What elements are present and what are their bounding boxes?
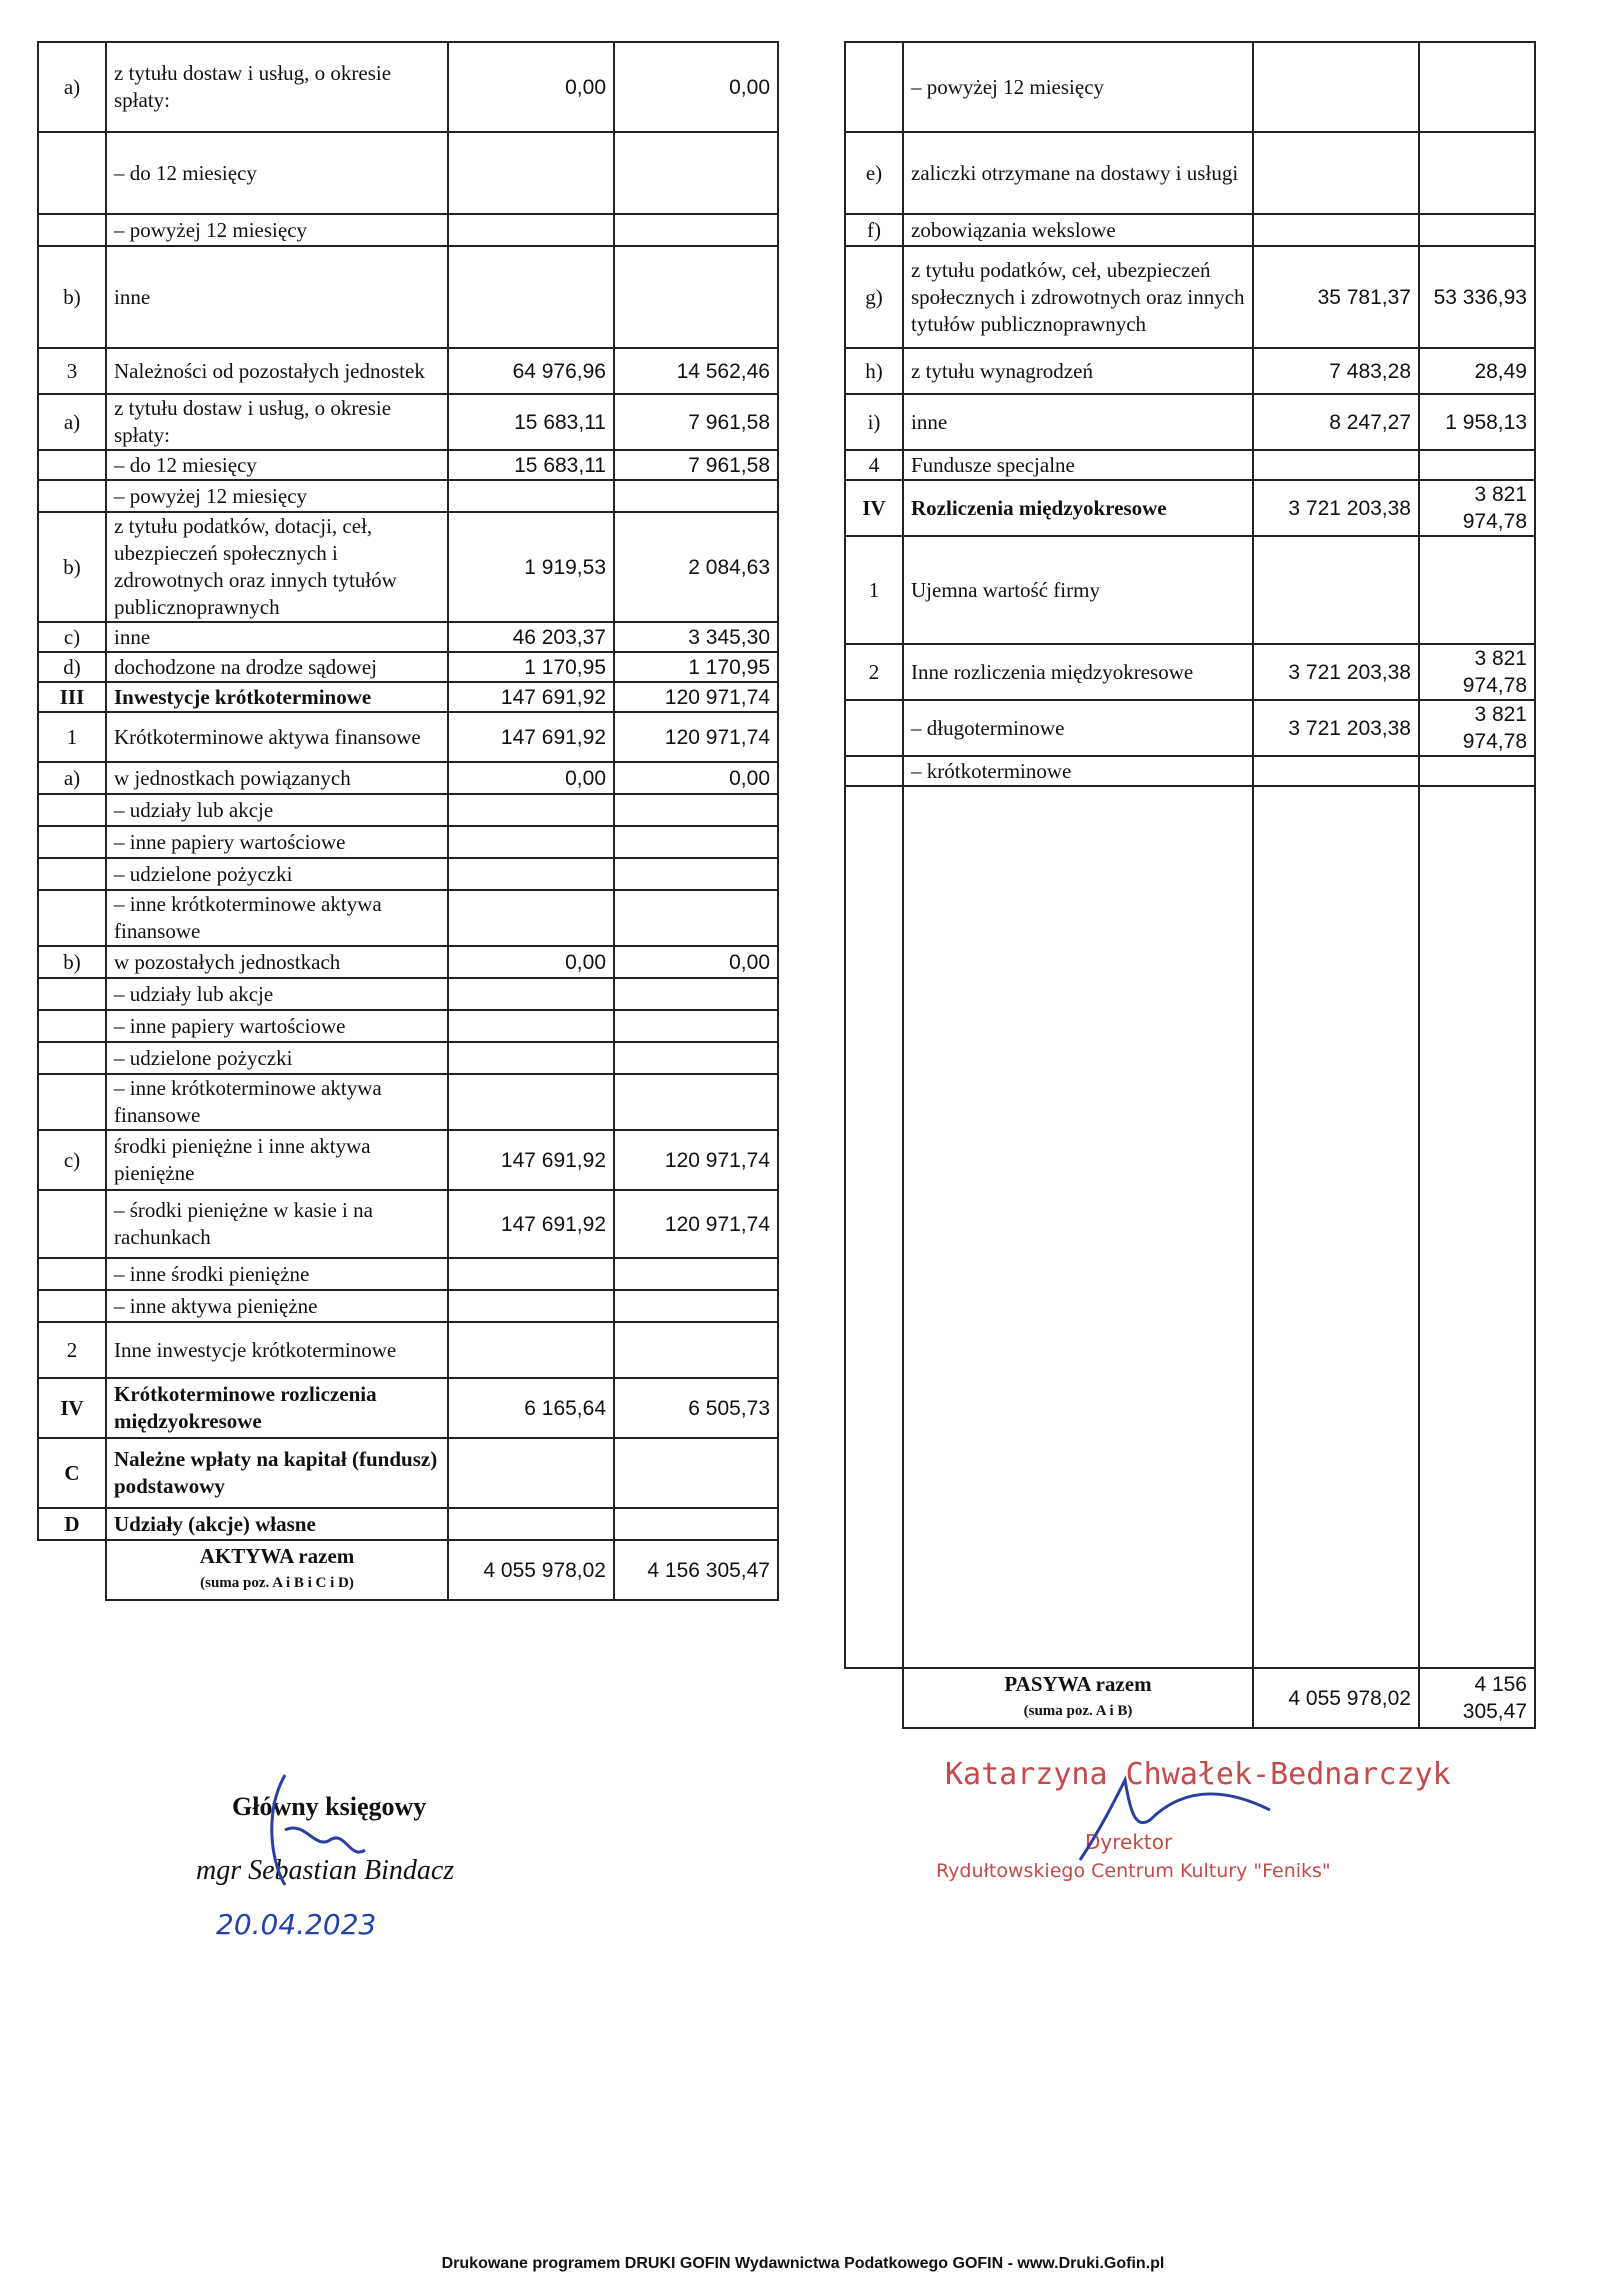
item-label: – inne krótkoterminowe aktywa finansowe <box>106 1074 448 1130</box>
value-previous-year: 3 345,30 <box>614 622 778 652</box>
position-cell: a) <box>38 394 106 450</box>
table-row <box>38 1130 778 1190</box>
director-stamp-organization: Rydułtowskiego Centrum Kultury "Feniks" <box>936 1860 1331 1882</box>
item-label: w pozostałych jednostkach <box>106 946 448 978</box>
value-current-year <box>448 858 614 890</box>
value-previous-year <box>614 1074 778 1130</box>
table-row <box>38 132 778 214</box>
position-cell: IV <box>38 1378 106 1438</box>
item-label: inne <box>903 394 1253 450</box>
value-previous-year: 7 961,58 <box>614 450 778 480</box>
table-row <box>38 1074 778 1130</box>
item-label: – krótkoterminowe <box>903 756 1253 786</box>
value-current-year: 35 781,37 <box>1253 246 1419 348</box>
value-current-year <box>448 214 614 246</box>
value-current-year <box>448 1074 614 1130</box>
chief-accountant-name: mgr Sebastian Bindacz <box>196 1855 455 1886</box>
table-row <box>845 756 1535 786</box>
value-previous-year <box>614 132 778 214</box>
table-row <box>845 450 1535 480</box>
value-previous-year <box>614 1322 778 1378</box>
table-row <box>845 214 1535 246</box>
item-label: Fundusze specjalne <box>903 450 1253 480</box>
table-row <box>845 348 1535 394</box>
total-previous-year: 4 156 305,47 <box>1419 1668 1535 1728</box>
value-previous-year: 0,00 <box>614 946 778 978</box>
value-current-year <box>1253 42 1419 132</box>
position-cell <box>845 700 903 756</box>
position-cell: IV <box>845 480 903 536</box>
total-subtitle: (suma poz. A i B) <box>1023 1703 1133 1719</box>
table-row <box>845 394 1535 450</box>
item-label: – środki pieniężne w kasie i na rachunkach <box>106 1190 448 1258</box>
position-cell: C <box>38 1438 106 1508</box>
signature-scribble-right <box>1040 1760 1280 1870</box>
value-previous-year: 53 336,93 <box>1419 246 1535 348</box>
position-cell <box>38 858 106 890</box>
table-row <box>845 42 1535 132</box>
value-current-year: 3 721 203,38 <box>1253 700 1419 756</box>
total-row <box>38 1540 778 1600</box>
value-previous-year <box>614 1290 778 1322</box>
value-current-year <box>448 246 614 348</box>
position-cell <box>38 132 106 214</box>
value-current-year: 6 165,64 <box>448 1378 614 1438</box>
table-row <box>38 480 778 512</box>
total-row <box>845 1668 1535 1728</box>
position-cell: b) <box>38 512 106 622</box>
item-label: Ujemna wartość firmy <box>903 536 1253 644</box>
item-label: – powyżej 12 miesięcy <box>106 480 448 512</box>
table-row <box>38 1010 778 1042</box>
value-current-year: 147 691,92 <box>448 1130 614 1190</box>
position-cell: 3 <box>38 348 106 394</box>
item-label: inne <box>106 622 448 652</box>
value-current-year <box>448 890 614 946</box>
liabilities-table <box>844 41 1536 1729</box>
value-current-year: 46 203,37 <box>448 622 614 652</box>
value-current-year <box>448 1042 614 1074</box>
table-row <box>38 890 778 946</box>
value-current-year <box>1253 756 1419 786</box>
value-previous-year <box>614 1438 778 1508</box>
value-current-year: 147 691,92 <box>448 712 614 762</box>
item-label: – długoterminowe <box>903 700 1253 756</box>
table-row <box>38 394 778 450</box>
position-cell: 2 <box>38 1322 106 1378</box>
table-row <box>38 978 778 1010</box>
value-previous-year: 1 170,95 <box>614 652 778 682</box>
value-previous-year: 6 505,73 <box>614 1378 778 1438</box>
value-current-year <box>1253 132 1419 214</box>
item-label: Należności od pozostałych jednostek <box>106 348 448 394</box>
signature-date: 20.04.2023 <box>216 1908 377 1941</box>
value-previous-year: 3 821 974,78 <box>1419 700 1535 756</box>
table-gap <box>845 786 1535 1668</box>
position-cell <box>38 1190 106 1258</box>
table-row <box>38 826 778 858</box>
value-previous-year <box>614 826 778 858</box>
value-previous-year: 120 971,74 <box>614 1130 778 1190</box>
position-cell <box>38 450 106 480</box>
total-current-year: 4 055 978,02 <box>448 1540 614 1600</box>
value-current-year <box>448 794 614 826</box>
position-cell: c) <box>38 1130 106 1190</box>
item-label: z tytułu wynagrodzeń <box>903 348 1253 394</box>
position-cell: D <box>38 1508 106 1540</box>
position-cell <box>38 890 106 946</box>
position-cell: i) <box>845 394 903 450</box>
value-previous-year <box>614 1508 778 1540</box>
value-previous-year: 0,00 <box>614 42 778 132</box>
item-label: – powyżej 12 miesięcy <box>903 42 1253 132</box>
total-title: PASYWA razem <box>1004 1672 1152 1696</box>
value-previous-year <box>614 1042 778 1074</box>
chief-accountant-title: Główny księgowy <box>232 1792 427 1821</box>
table-row <box>38 246 778 348</box>
value-current-year: 3 721 203,38 <box>1253 644 1419 700</box>
table-row <box>38 512 778 622</box>
item-label: Inne rozliczenia międzyokresowe <box>903 644 1253 700</box>
value-current-year <box>448 978 614 1010</box>
value-previous-year: 0,00 <box>614 762 778 794</box>
value-previous-year <box>614 1258 778 1290</box>
value-current-year <box>448 826 614 858</box>
item-label: z tytułu podatków, ceł, ubezpieczeń społecznych i zdrowotnych oraz innych tytułów publicznoprawnych <box>903 246 1253 348</box>
value-current-year: 1 170,95 <box>448 652 614 682</box>
table-row <box>38 1508 778 1540</box>
value-previous-year: 7 961,58 <box>614 394 778 450</box>
item-label: – inne krótkoterminowe aktywa finansowe <box>106 890 448 946</box>
item-label: z tytułu dostaw i usług, o okresie spłaty: <box>106 42 448 132</box>
value-previous-year: 120 971,74 <box>614 712 778 762</box>
position-cell <box>38 214 106 246</box>
print-footer: Drukowane programem DRUKI GOFIN Wydawnictwa Podatkowego GOFIN - www.Druki.Gofin.pl <box>441 2255 1165 2272</box>
table-row <box>38 946 778 978</box>
value-current-year <box>448 1438 614 1508</box>
value-previous-year: 120 971,74 <box>614 682 778 712</box>
table-row <box>38 794 778 826</box>
item-label: Należne wpłaty na kapitał (fundusz) podstawowy <box>106 1438 448 1508</box>
assets-table <box>37 41 779 1601</box>
value-current-year <box>1253 450 1419 480</box>
value-current-year: 15 683,11 <box>448 394 614 450</box>
item-label: Krótkoterminowe aktywa finansowe <box>106 712 448 762</box>
table-row <box>38 1190 778 1258</box>
value-previous-year: 3 821 974,78 <box>1419 644 1535 700</box>
table-row <box>845 644 1535 700</box>
gap-cell <box>1419 786 1535 1668</box>
position-cell <box>38 1042 106 1074</box>
item-label: – powyżej 12 miesięcy <box>106 214 448 246</box>
item-label: dochodzone na drodze sądowej <box>106 652 448 682</box>
table-row <box>845 480 1535 536</box>
table-row <box>38 348 778 394</box>
table-row <box>38 858 778 890</box>
value-previous-year <box>1419 536 1535 644</box>
position-cell <box>38 1074 106 1130</box>
gap-cell <box>903 786 1253 1668</box>
gap-cell <box>1253 786 1419 1668</box>
total-label <box>106 1540 448 1600</box>
value-current-year: 3 721 203,38 <box>1253 480 1419 536</box>
value-current-year <box>448 1508 614 1540</box>
value-previous-year <box>614 480 778 512</box>
position-cell: 2 <box>845 644 903 700</box>
table-row <box>38 1378 778 1438</box>
value-previous-year: 14 562,46 <box>614 348 778 394</box>
value-previous-year: 2 084,63 <box>614 512 778 622</box>
table-row <box>38 1258 778 1290</box>
total-previous-year: 4 156 305,47 <box>614 1540 778 1600</box>
value-previous-year <box>1419 450 1535 480</box>
position-cell <box>38 1258 106 1290</box>
item-label: z tytułu podatków, dotacji, ceł, ubezpieczeń społecznych i zdrowotnych oraz innych tytułów publicznoprawnych <box>106 512 448 622</box>
position-cell: f) <box>845 214 903 246</box>
value-previous-year <box>614 246 778 348</box>
table-row <box>38 1290 778 1322</box>
position-cell <box>38 480 106 512</box>
value-previous-year <box>1419 42 1535 132</box>
value-current-year <box>448 132 614 214</box>
value-previous-year: 1 958,13 <box>1419 394 1535 450</box>
position-cell: h) <box>845 348 903 394</box>
total-current-year: 4 055 978,02 <box>1253 1668 1419 1728</box>
blank-cell <box>845 1668 903 1728</box>
position-cell: a) <box>38 762 106 794</box>
item-label: – do 12 miesięcy <box>106 132 448 214</box>
director-stamp-name: Katarzyna Chwałek-Bednarczyk <box>945 1757 1451 1792</box>
value-previous-year <box>1419 756 1535 786</box>
value-previous-year: 3 821 974,78 <box>1419 480 1535 536</box>
item-label: środki pieniężne i inne aktywa pieniężne <box>106 1130 448 1190</box>
item-label: – udzielone pożyczki <box>106 858 448 890</box>
table-row <box>38 1438 778 1508</box>
value-previous-year: 120 971,74 <box>614 1190 778 1258</box>
blank-cell <box>38 1540 106 1600</box>
item-label: – inne papiery wartościowe <box>106 1010 448 1042</box>
position-cell: e) <box>845 132 903 214</box>
position-cell <box>38 1010 106 1042</box>
position-cell: b) <box>38 946 106 978</box>
value-previous-year <box>1419 214 1535 246</box>
value-current-year: 0,00 <box>448 946 614 978</box>
position-cell: g) <box>845 246 903 348</box>
value-current-year: 147 691,92 <box>448 1190 614 1258</box>
table-row <box>38 622 778 652</box>
table-row <box>38 652 778 682</box>
position-cell <box>38 978 106 1010</box>
item-label: – udziały lub akcje <box>106 978 448 1010</box>
value-current-year <box>1253 536 1419 644</box>
value-current-year: 147 691,92 <box>448 682 614 712</box>
value-current-year <box>448 1322 614 1378</box>
director-stamp-role: Dyrektor <box>1085 1830 1173 1854</box>
value-previous-year <box>614 858 778 890</box>
position-cell: 1 <box>845 536 903 644</box>
value-previous-year <box>614 978 778 1010</box>
table-row <box>845 246 1535 348</box>
table-row <box>38 1042 778 1074</box>
item-label: Udziały (akcje) własne <box>106 1508 448 1540</box>
value-current-year <box>448 480 614 512</box>
position-cell <box>38 1290 106 1322</box>
item-label: zobowiązania wekslowe <box>903 214 1253 246</box>
value-current-year <box>448 1010 614 1042</box>
value-previous-year: 28,49 <box>1419 348 1535 394</box>
table-row <box>38 42 778 132</box>
position-cell <box>38 794 106 826</box>
item-label: – do 12 miesięcy <box>106 450 448 480</box>
value-current-year: 0,00 <box>448 42 614 132</box>
table-row <box>38 712 778 762</box>
item-label: z tytułu dostaw i usług, o okresie spłaty: <box>106 394 448 450</box>
item-label: – inne środki pieniężne <box>106 1258 448 1290</box>
value-previous-year <box>614 1010 778 1042</box>
position-cell: a) <box>38 42 106 132</box>
value-current-year: 1 919,53 <box>448 512 614 622</box>
value-previous-year <box>614 214 778 246</box>
value-previous-year <box>614 794 778 826</box>
position-cell: 1 <box>38 712 106 762</box>
table-row <box>38 450 778 480</box>
item-label: – inne aktywa pieniężne <box>106 1290 448 1322</box>
value-current-year: 8 247,27 <box>1253 394 1419 450</box>
position-cell <box>845 42 903 132</box>
item-label: Krótkoterminowe rozliczenia międzyokresowe <box>106 1378 448 1438</box>
position-cell <box>38 826 106 858</box>
item-label: inne <box>106 246 448 348</box>
total-title: AKTYWA razem <box>199 1544 355 1568</box>
table-row <box>38 762 778 794</box>
value-current-year <box>1253 214 1419 246</box>
item-label: Inwestycje krótkoterminowe <box>106 682 448 712</box>
table-row <box>845 700 1535 756</box>
value-current-year: 7 483,28 <box>1253 348 1419 394</box>
item-label: – inne papiery wartościowe <box>106 826 448 858</box>
table-row <box>845 132 1535 214</box>
value-previous-year <box>1419 132 1535 214</box>
total-label <box>903 1668 1253 1728</box>
table-row <box>38 1322 778 1378</box>
item-label: – udzielone pożyczki <box>106 1042 448 1074</box>
position-cell: III <box>38 682 106 712</box>
value-current-year <box>448 1290 614 1322</box>
item-label: – udziały lub akcje <box>106 794 448 826</box>
position-cell <box>845 756 903 786</box>
position-cell: d) <box>38 652 106 682</box>
table-row <box>38 682 778 712</box>
signature-scribble-left <box>255 1770 405 1900</box>
total-subtitle: (suma poz. A i B i C i D) <box>200 1575 354 1591</box>
value-current-year: 0,00 <box>448 762 614 794</box>
item-label: Rozliczenia międzyokresowe <box>903 480 1253 536</box>
item-label: w jednostkach powiązanych <box>106 762 448 794</box>
value-current-year: 64 976,96 <box>448 348 614 394</box>
position-cell: 4 <box>845 450 903 480</box>
gap-cell <box>845 786 903 1668</box>
table-row <box>845 536 1535 644</box>
value-current-year: 15 683,11 <box>448 450 614 480</box>
item-label: zaliczki otrzymane na dostawy i usługi <box>903 132 1253 214</box>
position-cell: c) <box>38 622 106 652</box>
item-label: Inne inwestycje krótkoterminowe <box>106 1322 448 1378</box>
position-cell: b) <box>38 246 106 348</box>
table-row <box>38 214 778 246</box>
value-current-year <box>448 1258 614 1290</box>
value-previous-year <box>614 890 778 946</box>
